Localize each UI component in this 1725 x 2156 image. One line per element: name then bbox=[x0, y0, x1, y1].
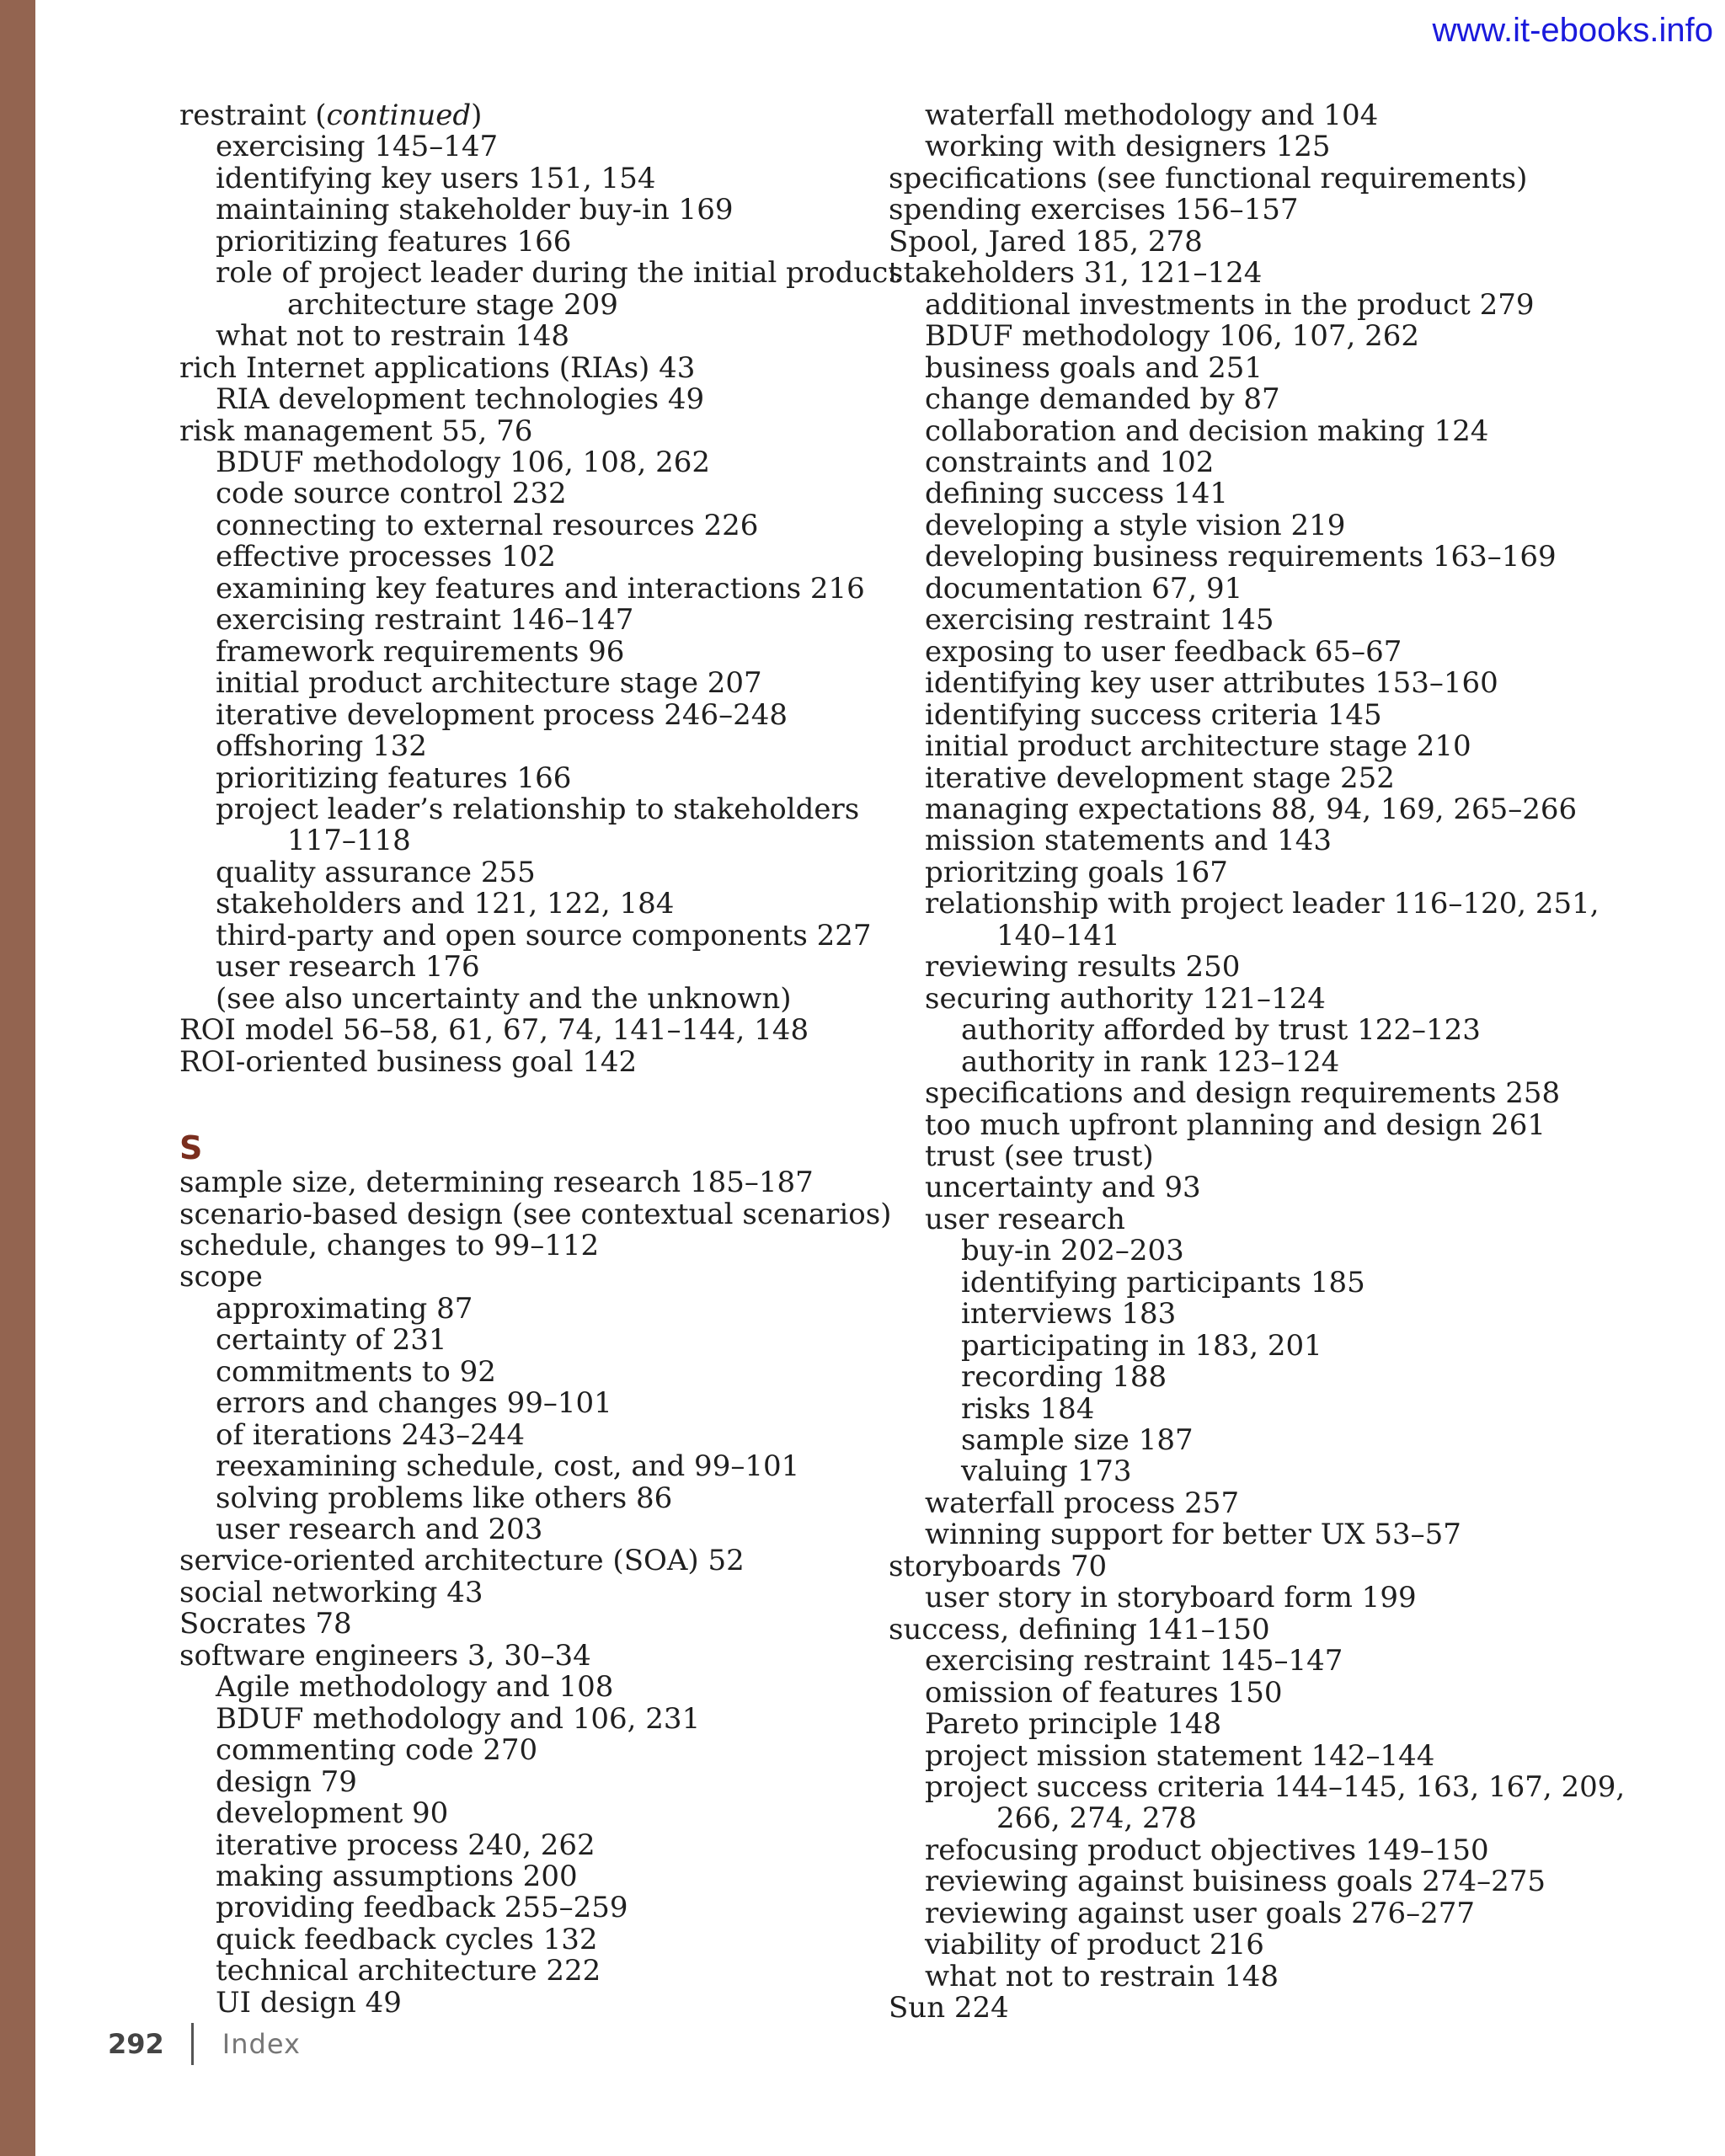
index-subentry: framework requirements 96 bbox=[216, 634, 625, 669]
index-entry: Spool, Jared 185, 278 bbox=[889, 224, 1203, 259]
index-entry: success, defining 141–150 bbox=[889, 1612, 1270, 1646]
index-subentry: solving problems like others 86 bbox=[216, 1481, 673, 1515]
index-subentry: waterfall methodology and 104 bbox=[925, 99, 1379, 132]
index-subentry: omission of features 150 bbox=[925, 1675, 1283, 1710]
index-subentry: exercising restraint 146–147 bbox=[216, 603, 634, 638]
index-subentry: role of project leader during the initial product bbox=[216, 256, 900, 291]
index-subentry: securing authority 121–124 bbox=[925, 981, 1326, 1016]
index-list-r bbox=[179, 99, 900, 1079]
index-subentry: iterative development process 246–248 bbox=[216, 697, 788, 732]
index-subentry: reviewing against user goals 276–277 bbox=[925, 1896, 1475, 1930]
index-column-right bbox=[889, 100, 1697, 2025]
index-subentry: refocusing product objectives 149–150 bbox=[925, 1833, 1489, 1867]
index-subentry: BDUF methodology 106, 107, 262 bbox=[925, 319, 1419, 354]
index-subentry: valuing 173 bbox=[961, 1454, 1132, 1489]
index-subentry: risks 184 bbox=[961, 1391, 1095, 1426]
index-subentry: project leader’s relationship to stakeholders bbox=[216, 792, 860, 826]
index-entry: Socrates 78 bbox=[179, 1607, 352, 1641]
index-subentry: trust (see trust) bbox=[925, 1139, 1154, 1173]
index-subentry: working with designers 125 bbox=[925, 130, 1331, 164]
index-subentry: identifying success criteria 145 bbox=[925, 697, 1382, 732]
index-entry: spending exercises 156–157 bbox=[889, 193, 1299, 227]
index-subentry: uncertainty and 93 bbox=[925, 1171, 1201, 1205]
index-entry-continuation: 266, 274, 278 bbox=[996, 1801, 1197, 1836]
index-entry: ROI-oriented business goal 142 bbox=[179, 1044, 638, 1079]
index-subentry: errors and changes 99–101 bbox=[216, 1386, 612, 1421]
index-subentry: offshoring 132 bbox=[216, 729, 427, 764]
index-subentry: iterative process 240, 262 bbox=[216, 1828, 595, 1862]
index-subentry: quick feedback cycles 132 bbox=[216, 1922, 598, 1956]
index-subentry: of iterations 243–244 bbox=[216, 1417, 525, 1452]
index-subentry: exercising restraint 145–147 bbox=[925, 1644, 1343, 1678]
section-name: Index bbox=[222, 2028, 301, 2060]
index-subentry: user research bbox=[925, 1202, 1125, 1236]
index-subentry: code source control 232 bbox=[216, 477, 567, 511]
index-subentry: certainty of 231 bbox=[216, 1323, 447, 1358]
index-subentry: design 79 bbox=[216, 1764, 357, 1799]
index-subentry: connecting to external resources 226 bbox=[216, 508, 759, 542]
index-list-s bbox=[179, 1166, 892, 2020]
index-subentry: user research and 203 bbox=[216, 1513, 543, 1547]
index-subentry: making assumptions 200 bbox=[216, 1860, 578, 1894]
index-subentry: (see also uncertainty and the unknown) bbox=[216, 981, 792, 1016]
index-subentry: developing business requirements 163–169 bbox=[925, 540, 1557, 574]
index-subentry: what not to restrain 148 bbox=[216, 319, 570, 354]
index-subentry: identifying key user attributes 153–160 bbox=[925, 666, 1498, 701]
letter-heading-s: S bbox=[179, 1129, 203, 1167]
index-subentry: specifications and design requirements 258 bbox=[925, 1076, 1561, 1111]
index-subentry: development 90 bbox=[216, 1796, 449, 1831]
index-subentry: Pareto principle 148 bbox=[925, 1707, 1222, 1742]
index-subentry: mission statements and 143 bbox=[925, 824, 1332, 858]
index-entry-continuation: 140–141 bbox=[996, 918, 1120, 953]
index-subentry: viability of product 216 bbox=[925, 1928, 1264, 1962]
index-entry: risk management 55, 76 bbox=[179, 414, 533, 448]
index-subentry: iterative development stage 252 bbox=[925, 760, 1395, 795]
index-subentry: examining key features and interactions 216 bbox=[216, 571, 865, 606]
index-list-s-continued bbox=[889, 100, 1697, 2025]
index-subentry: reviewing against buisiness goals 274–275 bbox=[925, 1865, 1546, 1899]
index-subentry: third-party and open source components 227 bbox=[216, 918, 872, 953]
index-subentry: commitments to 92 bbox=[216, 1354, 496, 1389]
index-subentry: project mission statement 142–144 bbox=[925, 1738, 1435, 1773]
index-subentry: identifying key users 151, 154 bbox=[216, 161, 656, 195]
index-entry: restraint (continued) bbox=[179, 99, 483, 132]
index-subentry: additional investments in the product 279 bbox=[925, 287, 1535, 322]
index-subentry: exposing to user feedback 65–67 bbox=[925, 634, 1402, 669]
index-entry: specifications (see functional requirements) bbox=[889, 161, 1528, 195]
index-subentry: prioritzing goals 167 bbox=[925, 855, 1228, 889]
index-subentry: effective processes 102 bbox=[216, 540, 556, 574]
index-subentry: commenting code 270 bbox=[216, 1733, 538, 1768]
index-subentry: project success criteria 144–145, 163, 167, 209, bbox=[925, 1770, 1626, 1805]
index-entry-continuation: architecture stage 209 bbox=[287, 287, 618, 322]
index-subentry: exercising restraint 145 bbox=[925, 603, 1274, 638]
index-subentry: technical architecture 222 bbox=[216, 1954, 601, 1988]
index-entry: ROI model 56–58, 61, 67, 74, 141–144, 148 bbox=[179, 1013, 809, 1048]
index-subentry: relationship with project leader 116–120, 251, bbox=[925, 887, 1599, 921]
index-subentry: RIA development technologies 49 bbox=[216, 382, 705, 417]
index-entry: rich Internet applications (RIAs) 43 bbox=[179, 350, 696, 385]
index-subentry: BDUF methodology 106, 108, 262 bbox=[216, 445, 710, 479]
section-gap bbox=[179, 1078, 870, 1129]
index-column-left bbox=[179, 99, 900, 2020]
index-subentry: sample size 187 bbox=[961, 1423, 1194, 1458]
index-subentry: buy-in 202–203 bbox=[961, 1234, 1184, 1268]
index-entry: Sun 224 bbox=[889, 1991, 1009, 2025]
index-subentry: initial product architecture stage 210 bbox=[925, 729, 1471, 764]
index-entry: schedule, changes to 99–112 bbox=[179, 1228, 600, 1262]
index-subentry: what not to restrain 148 bbox=[925, 1959, 1279, 1993]
index-entry-continuation: 117–118 bbox=[287, 824, 411, 858]
page-footer bbox=[108, 2023, 301, 2065]
index-subentry: business goals and 251 bbox=[925, 350, 1263, 385]
index-subentry: user story in storyboard form 199 bbox=[925, 1581, 1417, 1615]
index-subentry: managing expectations 88, 94, 169, 265–266 bbox=[925, 792, 1578, 826]
index-entry: sample size, determining research 185–187 bbox=[179, 1166, 814, 1200]
index-subentry: change demanded by 87 bbox=[925, 382, 1280, 417]
index-subentry: user research 176 bbox=[216, 950, 480, 985]
index-subentry: prioritizing features 166 bbox=[216, 760, 572, 795]
index-entry: stakeholders 31, 121–124 bbox=[889, 256, 1263, 291]
index-subentry: identifying participants 185 bbox=[961, 1265, 1365, 1299]
index-subentry: UI design 49 bbox=[216, 1985, 402, 2020]
watermark-link[interactable]: www.it-ebooks.info bbox=[1432, 12, 1713, 49]
page-edge-band bbox=[0, 0, 35, 2156]
index-entry: service-oriented architecture (SOA) 52 bbox=[179, 1544, 745, 1578]
index-subentry: authority in rank 123–124 bbox=[961, 1044, 1340, 1079]
index-subentry: recording 188 bbox=[961, 1360, 1167, 1395]
index-subentry: winning support for better UX 53–57 bbox=[925, 1518, 1461, 1552]
index-entry: social networking 43 bbox=[179, 1575, 483, 1609]
index-subentry: interviews 183 bbox=[961, 1297, 1177, 1331]
index-subentry: prioritizing features 166 bbox=[216, 224, 572, 259]
index-entry: software engineers 3, 30–34 bbox=[179, 1638, 591, 1673]
index-entry: scope bbox=[179, 1260, 263, 1294]
index-entry: scenario-based design (see contextual scenarios) bbox=[179, 1197, 892, 1231]
footer-divider bbox=[191, 2023, 194, 2065]
index-entry: storyboards 70 bbox=[889, 1549, 1108, 1583]
index-subentry: waterfall process 257 bbox=[925, 1486, 1240, 1520]
index-subentry: too much upfront planning and design 261 bbox=[925, 1107, 1546, 1142]
index-subentry: developing a style vision 219 bbox=[925, 508, 1346, 542]
index-subentry: reviewing results 250 bbox=[925, 950, 1241, 985]
index-subentry: reexamining schedule, cost, and 99–101 bbox=[216, 1449, 800, 1484]
index-subentry: authority afforded by trust 122–123 bbox=[961, 1013, 1481, 1048]
index-subentry: approximating 87 bbox=[216, 1291, 473, 1326]
index-subentry: BDUF methodology and 106, 231 bbox=[216, 1701, 701, 1736]
index-subentry: initial product architecture stage 207 bbox=[216, 666, 762, 701]
index-subentry: defining success 141 bbox=[925, 477, 1228, 511]
index-subentry: participating in 183, 201 bbox=[961, 1328, 1322, 1363]
index-subentry: maintaining stakeholder buy-in 169 bbox=[216, 193, 734, 227]
index-subentry: documentation 67, 91 bbox=[925, 571, 1243, 606]
index-subentry: Agile methodology and 108 bbox=[216, 1670, 614, 1705]
index-subentry: exercising 145–147 bbox=[216, 130, 499, 164]
index-subentry: constraints and 102 bbox=[925, 445, 1215, 479]
index-subentry: providing feedback 255–259 bbox=[216, 1891, 628, 1925]
page-number: 292 bbox=[108, 2028, 164, 2060]
index-subentry: quality assurance 255 bbox=[216, 855, 536, 889]
index-subentry: stakeholders and 121, 122, 184 bbox=[216, 887, 675, 921]
index-subentry: collaboration and decision making 124 bbox=[925, 414, 1489, 448]
